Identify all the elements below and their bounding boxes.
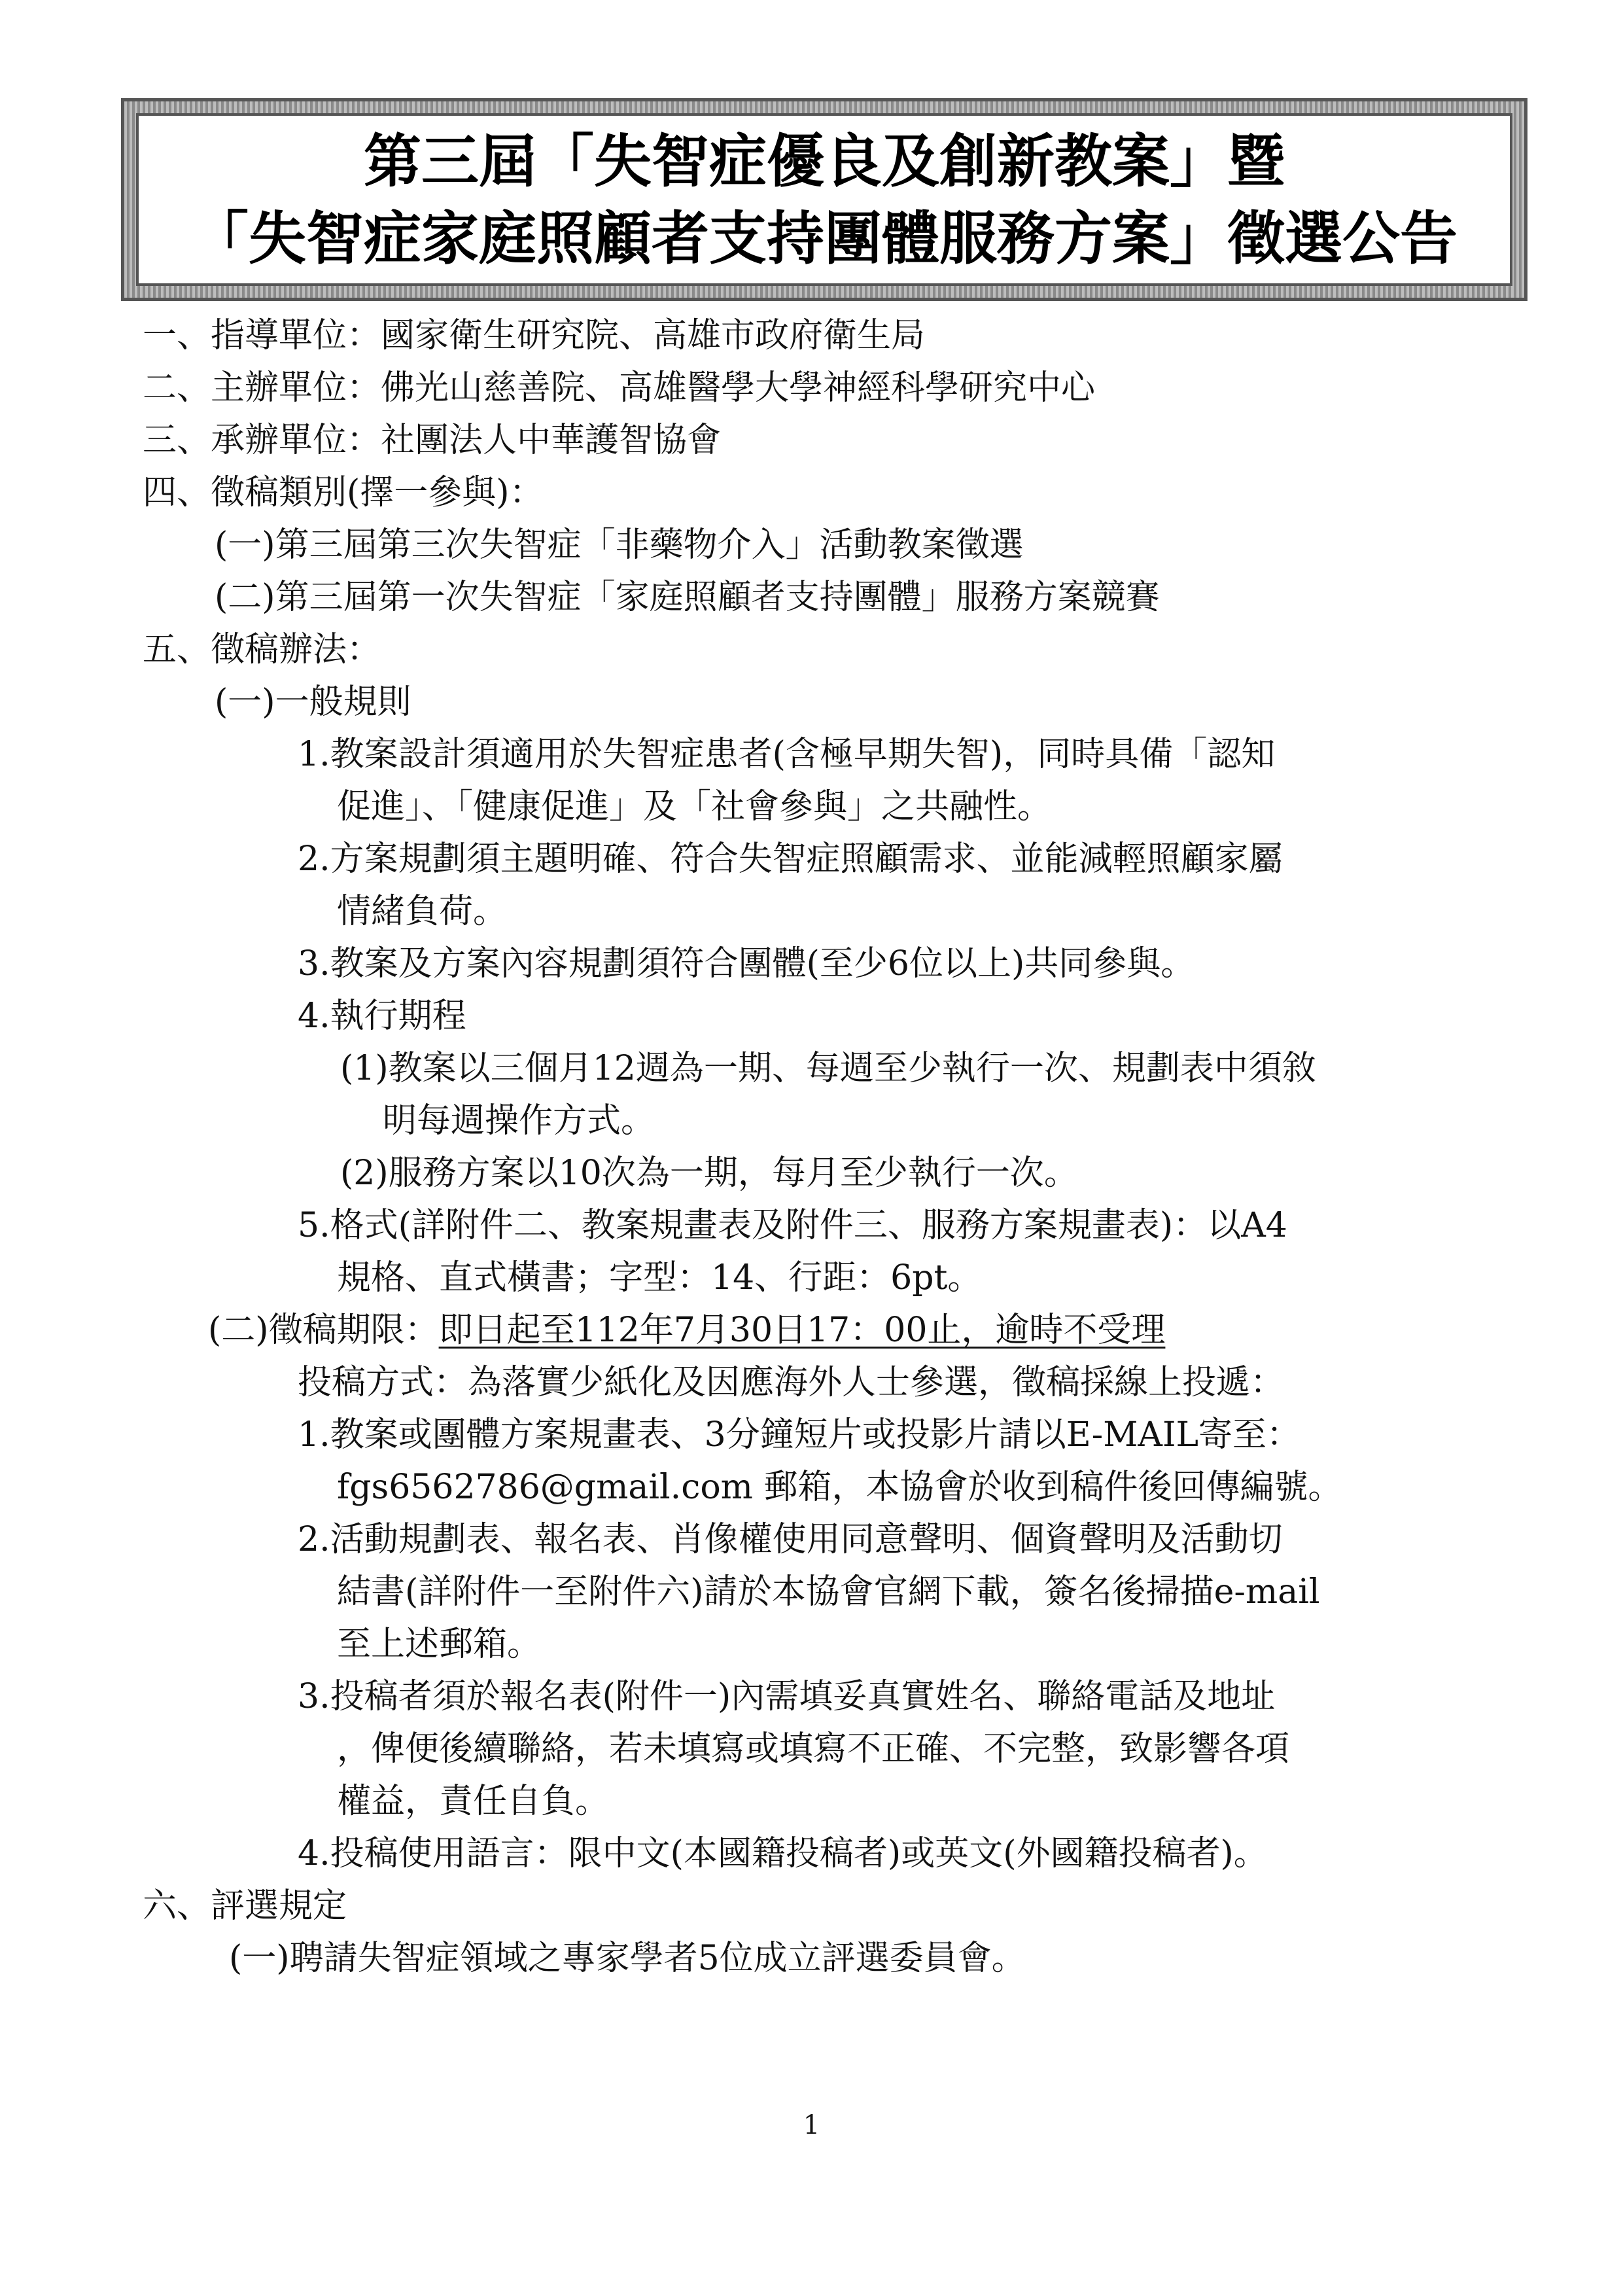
submission-3-line-1: 3.投稿者須於報名表(附件一)內需填妥真實姓名、聯絡電話及地址 xyxy=(298,1677,1276,1716)
page-number: 1 xyxy=(803,2110,820,2140)
deadline-line xyxy=(208,1309,1165,1352)
evaluation-rule-1: (一)聘請失智症領域之專家學者5位成立評選委員會。 xyxy=(229,1939,1026,1978)
title-frame xyxy=(121,98,1527,301)
submission-4: 4.投稿使用語言：限中文(本國籍投稿者)或英文(外國籍投稿者)。 xyxy=(298,1834,1268,1873)
rule-4-heading: 4.執行期程 xyxy=(298,997,466,1036)
submission-3-line-2: ，俾便後續聯絡，若未填寫或填寫不正確、不完整，致影響各項 xyxy=(337,1729,1290,1769)
rule-4-2: (2)服務方案以10次為一期，每月至少執行一次。 xyxy=(340,1154,1078,1193)
section-6-heading: 六、評選規定 xyxy=(143,1886,347,1926)
submission-1-line-2: fgs6562786@gmail.com 郵箱，本協會於收到稿件後回傳編號。 xyxy=(337,1468,1342,1507)
deadline-value: 即日起至112年7月30日17：00止，逾時不受理 xyxy=(438,1311,1166,1350)
section-2-hosts: 二、主辦單位：佛光山慈善院、高雄醫學大學神經科學研究中心 xyxy=(143,368,1096,408)
section-3-executor: 三、承辦單位：社團法人中華護智協會 xyxy=(143,421,722,460)
rule-2-line-1: 2.方案規劃須主題明確、符合失智症照顧需求、並能減輕照顧家屬 xyxy=(298,839,1283,879)
title-box xyxy=(136,113,1512,286)
section-4-heading: 四、徵稿類別(擇一參與)： xyxy=(143,473,544,512)
section-1-organizers: 一、指導單位：國家衛生研究院、高雄市政府衛生局 xyxy=(143,316,926,355)
general-rules-heading: (一)一般規則 xyxy=(215,682,411,722)
rule-5-line-2: 規格、直式橫書；字型：14、行距：6pt。 xyxy=(337,1258,982,1298)
rule-1-line-2: 促進」、「健康促進」及「社會參與」之共融性。 xyxy=(337,787,1052,826)
section-5-heading: 五、徵稿辦法： xyxy=(143,630,381,669)
title-line-1: 第三屆「失智症優良及創新教案」暨 xyxy=(363,127,1285,195)
category-1: (一)第三屆第三次失智症「非藥物介入」活動教案徵選 xyxy=(215,525,1024,565)
rule-4-1-line-2: 明每週操作方式。 xyxy=(383,1101,655,1140)
deadline-label: (二)徵稿期限： xyxy=(208,1311,439,1350)
submission-1-line-1: 1.教案或團體方案規畫表、3分鐘短片或投影片請以E-MAIL寄至： xyxy=(298,1415,1301,1455)
title-line-2: 「失智症家庭照顧者支持團體服務方案」徵選公告 xyxy=(190,204,1457,272)
submission-method: 投稿方式：為落實少紙化及因應海外人士參選，徵稿採線上投遞： xyxy=(298,1363,1285,1402)
rule-4-1-line-1: (1)教案以三個月12週為一期、每週至少執行一次、規劃表中須敘 xyxy=(340,1049,1316,1088)
rule-3: 3.教案及方案內容規劃須符合團體(至少6位以上)共同參與。 xyxy=(298,944,1195,983)
category-2: (二)第三屆第一次失智症「家庭照顧者支持團體」服務方案競賽 xyxy=(215,578,1160,617)
submission-3-line-3: 權益，責任自負。 xyxy=(337,1782,610,1821)
submission-2-line-3: 至上述郵箱。 xyxy=(337,1625,542,1664)
submission-2-line-2: 結書(詳附件一至附件六)請於本協會官網下載，簽名後掃描e-mail xyxy=(337,1572,1320,1612)
rule-1-line-1: 1.教案設計須適用於失智症患者(含極早期失智)，同時具備「認知 xyxy=(298,735,1276,774)
submission-2-line-1: 2.活動規劃表、報名表、肖像權使用同意聲明、個資聲明及活動切 xyxy=(298,1520,1283,1559)
rule-5-line-1: 5.格式(詳附件二、教案規畫表及附件三、服務方案規畫表)：以A4 xyxy=(298,1206,1287,1245)
rule-2-line-2: 情緒負荷。 xyxy=(337,892,508,931)
